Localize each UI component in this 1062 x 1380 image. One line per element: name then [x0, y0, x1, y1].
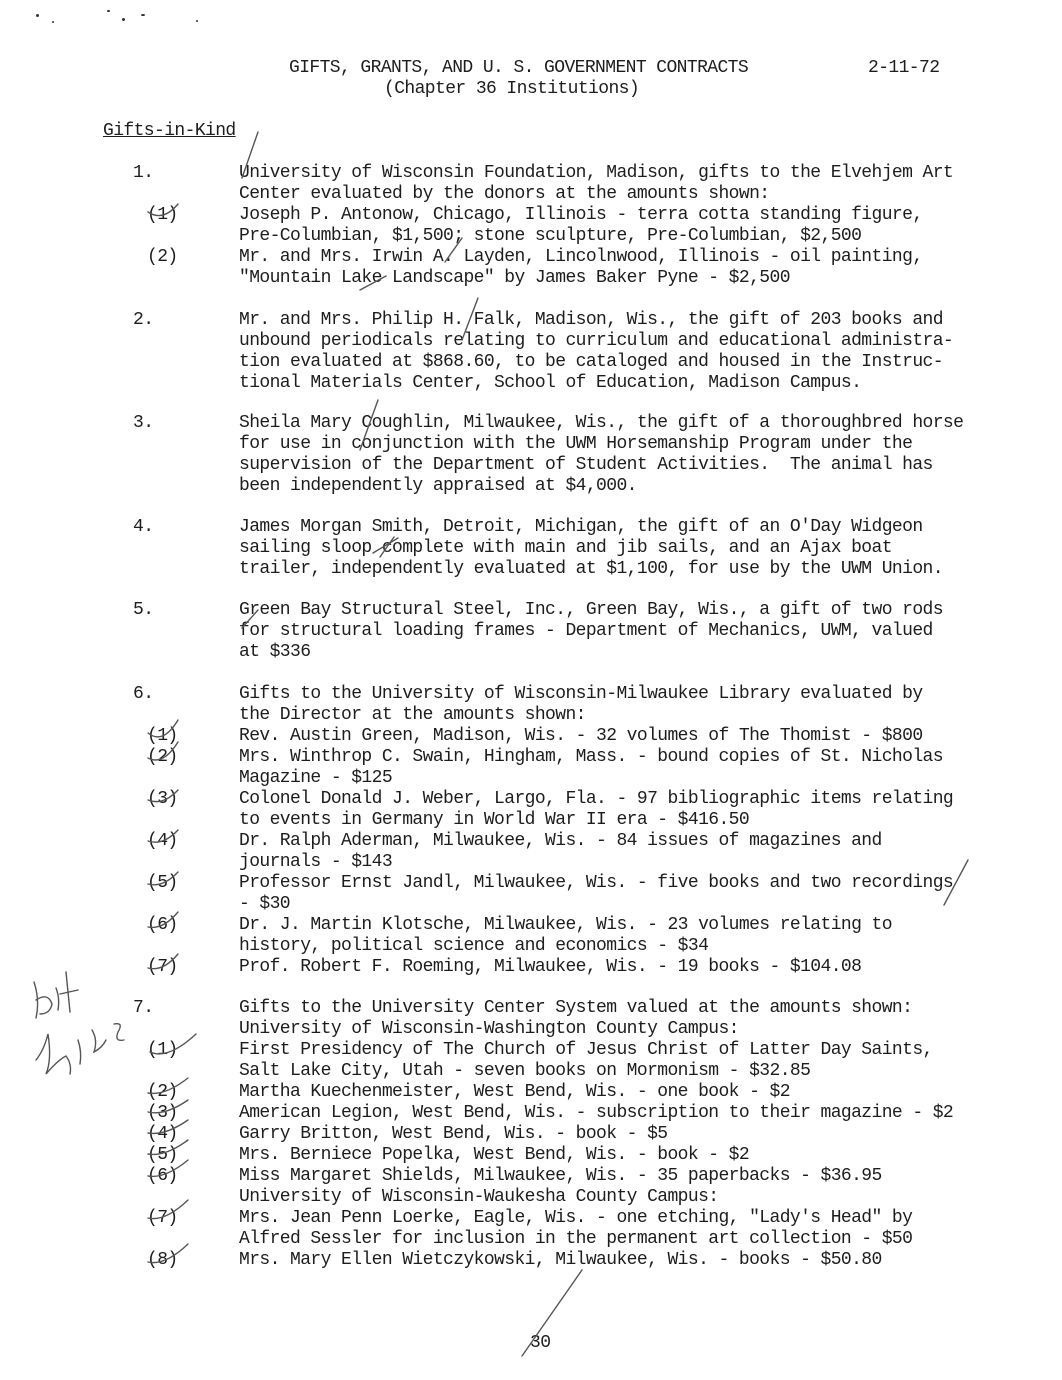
- entry-number: 7.: [133, 998, 154, 1018]
- subitem-line: Colonel Donald J. Weber, Largo, Fla. - 97 bibliographic items relating: [239, 789, 954, 809]
- entry-line: University of Wisconsin-Washington County Campus:: [239, 1019, 739, 1039]
- subitem-label: (4): [147, 831, 178, 851]
- entry-line: Sheila Mary Coughlin, Milwaukee, Wis., the gift of a thoroughbred horse: [239, 413, 964, 433]
- document-date: 2-11-72: [868, 58, 940, 78]
- entry-line: Gifts to the University Center System valued at the amounts shown:: [239, 998, 913, 1018]
- entry-line: supervision of the Department of Student Activities. The animal has: [239, 455, 933, 475]
- entry-line: unbound periodicals relating to curriculum and educational administra-: [239, 331, 954, 351]
- entry-line: sailing sloop complete with main and jib sails, and an Ajax boat: [239, 538, 892, 558]
- subitem-label: (1): [147, 205, 178, 225]
- subitem-line: history, political science and economics - $34: [239, 936, 709, 956]
- entry-line: University of Wisconsin Foundation, Madison, gifts to the Elvehjem Art: [239, 163, 954, 183]
- subitem-line: Dr. J. Martin Klotsche, Milwaukee, Wis. - 23 volumes relating to: [239, 915, 892, 935]
- subitem-line: - $30: [239, 894, 291, 914]
- subitem-line: Miss Margaret Shields, Milwaukee, Wis. - 35 paperbacks - $36.95: [239, 1166, 882, 1186]
- subitem-line: Alfred Sessler for inclusion in the permanent art collection - $50: [239, 1229, 913, 1249]
- entry-line: at $336: [239, 642, 311, 662]
- entry-line: Mr. and Mrs. Philip H. Falk, Madison, Wis., the gift of 203 books and: [239, 310, 943, 330]
- entry-line: Gifts to the University of Wisconsin-Milwaukee Library evaluated by: [239, 684, 923, 704]
- subitem-line: Joseph P. Antonow, Chicago, Illinois - terra cotta standing figure,: [239, 205, 923, 225]
- entry-number: 6.: [133, 684, 154, 704]
- document-title: GIFTS, GRANTS, AND U. S. GOVERNMENT CONTRACTS: [289, 58, 749, 78]
- entry-line: been independently appraised at $4,000.: [239, 476, 637, 496]
- subitem-line: American Legion, West Bend, Wis. - subscription to their magazine - $2: [239, 1103, 954, 1123]
- subitem-line: Garry Britton, West Bend, Wis. - book - $5: [239, 1124, 668, 1144]
- subitem-label: (2): [147, 247, 178, 267]
- entry-line: the Director at the amounts shown:: [239, 705, 586, 725]
- subitem-line: Mrs. Berniece Popelka, West Bend, Wis. - book - $2: [239, 1145, 750, 1165]
- entry-number: 2.: [133, 310, 154, 330]
- entry-line: Center evaluated by the donors at the amounts shown:: [239, 184, 770, 204]
- subitem-label: (7): [147, 1208, 178, 1228]
- entry-line: tional Materials Center, School of Education, Madison Campus.: [239, 373, 862, 393]
- subitem-label: (1): [147, 1040, 178, 1060]
- subitem-line: Mrs. Mary Ellen Wietczykowski, Milwaukee, Wis. - books - $50.80: [239, 1250, 882, 1270]
- subitem-label: (2): [147, 747, 178, 767]
- subitem-line: University of Wisconsin-Waukesha County Campus:: [239, 1187, 719, 1207]
- subitem-line: Dr. Ralph Aderman, Milwaukee, Wis. - 84 issues of magazines and: [239, 831, 882, 851]
- entry-line: for use in conjunction with the UWM Horsemanship Program under the: [239, 434, 913, 454]
- entry-line: tion evaluated at $868.60, to be cataloged and housed in the Instruc-: [239, 352, 943, 372]
- subitem-line: Mr. and Mrs. Irwin A. Layden, Lincolnwood, Illinois - oil painting,: [239, 247, 923, 267]
- entry-number: 1.: [133, 163, 154, 183]
- subitem-label: (2): [147, 1082, 178, 1102]
- subitem-label: (3): [147, 1103, 178, 1123]
- subitem-label: (5): [147, 1145, 178, 1165]
- entry-line: for structural loading frames - Department of Mechanics, UWM, valued: [239, 621, 933, 641]
- subitem-line: Martha Kuechenmeister, West Bend, Wis. - one book - $2: [239, 1082, 790, 1102]
- subitem-label: (8): [147, 1250, 178, 1270]
- subitem-label: (1): [147, 726, 178, 746]
- entry-line: trailer, independently evaluated at $1,100, for use by the UWM Union.: [239, 559, 943, 579]
- entry-line: James Morgan Smith, Detroit, Michigan, the gift of an O'Day Widgeon: [239, 517, 923, 537]
- section-title: Gifts-in-Kind: [103, 121, 236, 141]
- entry-number: 4.: [133, 517, 154, 537]
- subitem-label: (3): [147, 789, 178, 809]
- subitem-line: journals - $143: [239, 852, 393, 872]
- subitem-line: Pre-Columbian, $1,500; stone sculpture, Pre-Columbian, $2,500: [239, 226, 862, 246]
- subitem-label: (7): [147, 957, 178, 977]
- subitem-line: First Presidency of The Church of Jesus Christ of Latter Day Saints,: [239, 1040, 933, 1060]
- subitem-line: to events in Germany in World War II era - $416.50: [239, 810, 750, 830]
- subitem-label: (6): [147, 1166, 178, 1186]
- subitem-line: Magazine - $125: [239, 768, 393, 788]
- subitem-line: Salt Lake City, Utah - seven books on Mormonism - $32.85: [239, 1061, 811, 1081]
- subitem-label: (5): [147, 873, 178, 893]
- subitem-line: Prof. Robert F. Roeming, Milwaukee, Wis. - 19 books - $104.08: [239, 957, 862, 977]
- subitem-line: Professor Ernst Jandl, Milwaukee, Wis. - five books and two recordings: [239, 873, 954, 893]
- entry-number: 5.: [133, 600, 154, 620]
- page-number: 30: [530, 1333, 551, 1353]
- subitem-label: (6): [147, 915, 178, 935]
- entry-line: Green Bay Structural Steel, Inc., Green Bay, Wis., a gift of two rods: [239, 600, 943, 620]
- subitem-line: Mrs. Winthrop C. Swain, Hingham, Mass. - bound copies of St. Nicholas: [239, 747, 943, 767]
- subitem-line: Mrs. Jean Penn Loerke, Eagle, Wis. - one etching, "Lady's Head" by: [239, 1208, 913, 1228]
- entry-number: 3.: [133, 413, 154, 433]
- subitem-line: "Mountain Lake Landscape" by James Baker Pyne - $2,500: [239, 268, 790, 288]
- subitem-line: Rev. Austin Green, Madison, Wis. - 32 volumes of The Thomist - $800: [239, 726, 923, 746]
- subitem-label: (4): [147, 1124, 178, 1144]
- document-subtitle: (Chapter 36 Institutions): [384, 79, 640, 99]
